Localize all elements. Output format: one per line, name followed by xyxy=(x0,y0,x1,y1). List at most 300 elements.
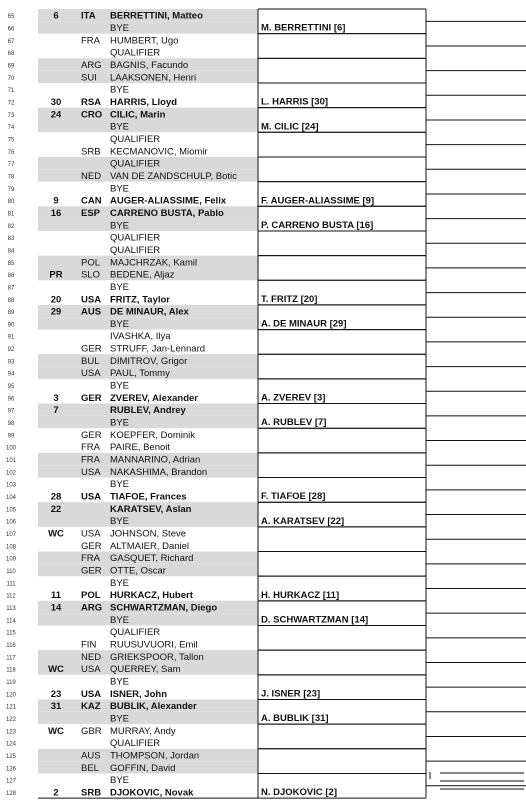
seed-label: 31 xyxy=(50,701,62,713)
round2-slot xyxy=(258,453,426,478)
seed-label: PR xyxy=(49,269,63,281)
draw-line-100 xyxy=(6,442,170,453)
player-name: BYE xyxy=(110,121,130,133)
round3-connector xyxy=(426,662,526,687)
country-code: ITA xyxy=(81,10,96,22)
draw-position-number: 99 xyxy=(7,433,15,440)
player-name: MAJCHRZAK, Kamil xyxy=(110,257,198,269)
country-code: USA xyxy=(81,664,101,676)
draw-position-number: 67 xyxy=(7,38,15,45)
round2-slot xyxy=(258,256,426,281)
round2-slot xyxy=(258,9,426,34)
country-code: USA xyxy=(81,528,101,540)
draw-position-number: 91 xyxy=(7,334,15,341)
draw-line-111 xyxy=(6,578,129,589)
round3-connector xyxy=(426,268,526,293)
draw-position-number: 112 xyxy=(6,593,16,600)
draw-position-number: 65 xyxy=(7,14,15,21)
country-code: BEL xyxy=(81,762,99,774)
player-name: KARATSEV, Aslan xyxy=(110,503,192,515)
player-name: BYE xyxy=(110,614,130,626)
draw-position-number: 116 xyxy=(6,642,16,649)
round2-player: A. RUBLEV [7] xyxy=(261,417,327,429)
row-shade xyxy=(38,416,258,428)
draw-line-109 xyxy=(6,553,193,564)
draw-position-number: 88 xyxy=(7,297,15,304)
player-name: MANNARINO, Adrian xyxy=(110,454,201,466)
player-name: VAN DE ZANDSCHULP, Botic xyxy=(110,170,237,182)
round2-player: F. TIAFOE [28] xyxy=(261,491,326,503)
draw-position-number: 93 xyxy=(7,359,15,366)
draw-position-number: 126 xyxy=(5,766,17,773)
draw-line-113 xyxy=(6,603,217,614)
draw-line-99 xyxy=(8,430,196,441)
player-name: DIMITROV, Grigor xyxy=(110,355,188,367)
draw-position-number: 97 xyxy=(7,408,15,415)
draw-position-number: 117 xyxy=(6,655,16,662)
round3-connector xyxy=(426,120,526,145)
player-name: BYE xyxy=(110,479,130,491)
country-code: USA xyxy=(81,368,101,380)
draw-line-91 xyxy=(8,331,172,342)
player-name: GASQUET, Richard xyxy=(110,553,194,565)
draw-position-number: 128 xyxy=(5,790,17,797)
draw-line-93 xyxy=(8,356,188,367)
draw-line-128 xyxy=(6,787,194,798)
player-name: BYE xyxy=(110,281,130,293)
player-name: JOHNSON, Steve xyxy=(110,528,187,540)
player-name: HARRIS, Lloyd xyxy=(110,96,178,108)
country-code: GER xyxy=(81,343,102,355)
country-code: AUS xyxy=(81,750,101,762)
country-code: GER xyxy=(81,540,102,552)
country-code: GBR xyxy=(81,725,102,737)
player-name: FRITZ, Taylor xyxy=(110,294,170,306)
draw-position-number: 109 xyxy=(5,556,17,563)
player-name: STRUFF, Jan-Lennard xyxy=(110,343,206,355)
draw-line-84 xyxy=(8,245,161,256)
player-name: BYE xyxy=(110,380,130,392)
draw-line-89 xyxy=(8,307,190,318)
round3-connector xyxy=(426,21,526,46)
round2-slot xyxy=(258,650,426,675)
draw-position-number: 100 xyxy=(5,445,17,452)
country-code: FRA xyxy=(81,454,100,466)
draw-position-number: 81 xyxy=(7,211,15,218)
draw-line-80 xyxy=(8,196,227,207)
seed-label: WC xyxy=(48,664,64,676)
country-code: POL xyxy=(81,590,101,602)
draw-position-number: 69 xyxy=(7,63,15,70)
draw-line-71 xyxy=(8,85,129,96)
round2-player: T. FRITZ [20] xyxy=(261,293,318,305)
player-name: OTTE, Oscar xyxy=(110,565,166,577)
player-name: QUALIFIER xyxy=(110,244,161,256)
draw-line-68 xyxy=(8,48,161,59)
player-name: IVASHKA, Ilya xyxy=(110,331,171,343)
round3-connector xyxy=(426,71,526,96)
draw-position-number: 89 xyxy=(7,310,15,317)
draw-line-116 xyxy=(6,639,197,650)
draw-position-number: 105 xyxy=(5,507,17,514)
draw-line-96 xyxy=(8,393,199,404)
country-code: SRB xyxy=(81,787,102,799)
draw-line-67 xyxy=(8,35,179,46)
round2-player: H. HURKACZ [11] xyxy=(261,589,340,601)
seed-label: 3 xyxy=(53,392,59,404)
draw-position-number: 124 xyxy=(5,741,17,748)
row-shade xyxy=(38,21,258,33)
round3-connector xyxy=(426,613,526,638)
seed-label: 29 xyxy=(50,306,62,318)
draw-position-number: 101 xyxy=(5,458,17,465)
seed-label: 24 xyxy=(50,109,62,121)
country-code: FRA xyxy=(81,442,100,454)
player-name: BYE xyxy=(110,417,130,429)
round-two-names xyxy=(258,9,426,798)
country-code: USA xyxy=(81,466,101,478)
player-name: CARRENO BUSTA, Pablo xyxy=(110,207,224,219)
draw-position-number: 103 xyxy=(5,482,17,489)
round3-connector xyxy=(426,712,526,737)
draw-position-number: 98 xyxy=(7,421,15,428)
player-name: ZVEREV, Alexander xyxy=(110,392,199,404)
seed-label: 7 xyxy=(53,405,59,417)
country-code: GER xyxy=(81,392,102,404)
draw-line-104 xyxy=(6,492,187,503)
player-name: BYE xyxy=(110,318,130,330)
draw-position-number: 71 xyxy=(7,88,15,95)
country-code: BUL xyxy=(81,355,100,367)
draw-line-103 xyxy=(6,479,129,490)
draw-position-number: 66 xyxy=(7,26,15,33)
player-name: BYE xyxy=(110,775,130,787)
draw-line-79 xyxy=(8,183,129,194)
round2-player: N. DJOKOVIC [2] xyxy=(261,787,338,799)
round3-connector xyxy=(426,169,526,194)
draw-line-123 xyxy=(6,726,176,737)
draw-position-number: 108 xyxy=(5,544,17,551)
country-code: GER xyxy=(81,565,102,577)
round2-player: M. BERRETTINI [6] xyxy=(261,22,346,34)
round2-player: L. HARRIS [30] xyxy=(261,96,329,108)
round2-slot xyxy=(258,699,426,724)
country-code: SUI xyxy=(81,72,97,84)
round2-player: J. ISNER [23] xyxy=(261,688,321,700)
country-code: SRB xyxy=(81,146,101,158)
draw-line-86 xyxy=(8,270,175,281)
draw-position-number: 77 xyxy=(7,162,15,169)
draw-line-87 xyxy=(8,282,129,293)
round2-slot xyxy=(258,773,426,798)
round2-slot xyxy=(258,478,426,503)
player-name: THOMPSON, Jordan xyxy=(110,750,200,762)
player-name: NAKASHIMA, Brandon xyxy=(110,466,208,478)
player-name: QUALIFIER xyxy=(110,738,161,750)
country-code: NED xyxy=(81,651,102,663)
round2-slot xyxy=(258,58,426,83)
draw-line-115 xyxy=(6,627,160,638)
seed-label: 16 xyxy=(50,207,62,219)
player-name: BAGNIS, Facundo xyxy=(110,59,189,71)
seed-label: 22 xyxy=(50,503,62,515)
seed-label: 14 xyxy=(50,602,62,614)
country-code: AUS xyxy=(81,306,102,318)
draw-position-number: 120 xyxy=(5,692,17,699)
draw-position-number: 104 xyxy=(5,495,17,502)
player-name: DE MINAUR, Alex xyxy=(110,306,189,318)
country-code: NED xyxy=(81,170,102,182)
round3-connector xyxy=(426,317,526,342)
country-code: KAZ xyxy=(81,701,101,713)
round2-player: A. BUBLIK [31] xyxy=(261,713,329,725)
round2-slot xyxy=(258,527,426,552)
round2-player: F. AUGER-ALIASSIME [9] xyxy=(261,195,375,207)
draw-position-number: 102 xyxy=(5,470,17,477)
player-name: BYE xyxy=(110,577,130,589)
player-name: PAIRE, Benoit xyxy=(110,442,171,454)
player-name: RUUSUVUORI, Emil xyxy=(110,639,198,651)
player-name: BEDENE, Aljaz xyxy=(110,269,175,281)
draw-line-76 xyxy=(8,146,208,157)
country-code: CAN xyxy=(81,195,102,207)
player-name: QUALIFIER xyxy=(110,47,161,59)
player-name: HURKACZ, Hubert xyxy=(110,590,193,602)
draw-position-number: 79 xyxy=(7,186,15,193)
player-name: KECMANOVIC, Miomir xyxy=(110,146,208,158)
seed-label: 30 xyxy=(50,96,62,108)
draw-position-number: 127 xyxy=(5,778,17,785)
draw-position-number: 111 xyxy=(6,581,16,588)
draw-position-number: 110 xyxy=(6,569,16,576)
draw-line-75 xyxy=(8,134,161,145)
draw-position-number: 122 xyxy=(5,716,17,723)
round2-player: A. KARATSEV [22] xyxy=(261,515,345,527)
round2-slot xyxy=(258,675,426,700)
draw-line-83 xyxy=(8,233,161,244)
draw-line-112 xyxy=(6,590,193,601)
seed-label: WC xyxy=(48,528,64,540)
draw-line-108 xyxy=(6,541,189,552)
draw-position-number: 113 xyxy=(6,606,16,613)
round2-slot xyxy=(258,404,426,429)
draw-position-number: 86 xyxy=(7,273,15,280)
round2-slot xyxy=(258,132,426,157)
round3-connector xyxy=(426,416,526,441)
draw-line-107 xyxy=(6,529,186,540)
round2-slot xyxy=(258,34,426,59)
draw-line-127 xyxy=(6,775,129,786)
player-name: GRIEKSPOOR, Tallon xyxy=(110,651,204,663)
draw-line-92 xyxy=(8,344,205,355)
draw-position-number: 70 xyxy=(7,75,15,82)
draw-position-number: 76 xyxy=(7,149,15,156)
draw-position-number: 84 xyxy=(7,248,15,255)
draw-position-number: 94 xyxy=(7,371,15,378)
draw-position-number: 80 xyxy=(7,199,15,206)
draw-position-number: 92 xyxy=(7,347,15,354)
page-corner-mark xyxy=(430,772,524,789)
player-name: KOEPFER, Dominik xyxy=(110,429,195,441)
row-shade xyxy=(38,613,258,625)
row-shade xyxy=(38,515,258,527)
round2-player: P. CARRENO BUSTA [16] xyxy=(261,219,374,231)
seed-label: WC xyxy=(48,725,64,737)
player-name: GOFFIN, David xyxy=(110,762,176,774)
seed-label: 20 xyxy=(50,294,62,306)
player-name: BYE xyxy=(110,676,130,688)
draw-line-124 xyxy=(6,738,160,749)
round3-connector xyxy=(426,515,526,540)
country-code: ARG xyxy=(81,602,103,614)
player-name: QUALIFIER xyxy=(110,133,161,145)
draw-position-number: 95 xyxy=(7,384,15,391)
player-name: BYE xyxy=(110,220,130,232)
round2-slot xyxy=(258,108,426,133)
round2-slot xyxy=(258,330,426,355)
draw-line-120 xyxy=(6,689,167,700)
round2-slot xyxy=(258,83,426,108)
row-shade xyxy=(38,120,258,132)
round2-slot xyxy=(258,379,426,404)
seed-label: 11 xyxy=(50,590,62,602)
draw-position-number: 82 xyxy=(7,223,15,230)
round2-slot xyxy=(258,626,426,651)
round3-connector xyxy=(426,219,526,244)
draw-line-88 xyxy=(8,294,171,305)
country-code: FRA xyxy=(81,553,100,565)
draw-position-number: 75 xyxy=(7,137,15,144)
round2-player: D. SCHWARTZMAN [14] xyxy=(261,614,369,626)
player-name: BERRETTINI, Matteo xyxy=(110,10,203,22)
draw-line-95 xyxy=(8,381,129,392)
draw-position-number: 118 xyxy=(6,667,16,674)
country-code: SLO xyxy=(81,269,101,281)
draw-position-number: 90 xyxy=(7,322,15,329)
player-name: BYE xyxy=(110,516,130,528)
draw-line-94 xyxy=(8,368,170,379)
draw-line-73 xyxy=(8,109,166,120)
player-name: CILIC, Marin xyxy=(110,109,166,121)
country-code: FIN xyxy=(81,639,97,651)
player-name: MURRAY, Andy xyxy=(110,725,176,737)
country-code: ESP xyxy=(81,207,101,219)
player-name: TIAFOE, Frances xyxy=(110,491,187,503)
country-code: USA xyxy=(81,294,102,306)
draw-position-number: 119 xyxy=(6,679,16,686)
round2-slot xyxy=(258,354,426,379)
player-name: ALTMAIER, Daniel xyxy=(110,540,190,552)
player-name: HUMBERT, Ugo xyxy=(110,35,179,47)
round2-slot xyxy=(258,724,426,749)
draw-position-number: 68 xyxy=(7,51,15,58)
player-name: BYE xyxy=(110,22,130,34)
player-name: BYE xyxy=(110,713,130,725)
seed-label: 6 xyxy=(53,10,59,22)
player-name: QUALIFIER xyxy=(110,627,161,639)
player-name: QUALIFIER xyxy=(110,232,161,244)
round2-slot xyxy=(258,157,426,182)
round3-connector xyxy=(426,465,526,490)
country-code: POL xyxy=(81,257,101,269)
round2-slot xyxy=(258,552,426,577)
draw-position-number: 83 xyxy=(7,236,15,243)
draw-position-number: 115 xyxy=(6,630,16,637)
draw-position-number: 123 xyxy=(5,729,17,736)
country-code: USA xyxy=(81,688,102,700)
seed-label: 9 xyxy=(53,195,59,207)
seed-label: 23 xyxy=(50,688,62,700)
seed-label: 2 xyxy=(53,787,59,799)
player-name: BYE xyxy=(110,84,130,96)
country-code: RSA xyxy=(81,96,102,108)
draw-line-110 xyxy=(6,566,166,577)
draw-line-118 xyxy=(6,664,180,675)
country-code: CRO xyxy=(81,109,103,121)
draw-position-number: 85 xyxy=(7,260,15,267)
round2-slot xyxy=(258,749,426,774)
draw-position-number: 96 xyxy=(7,396,15,403)
player-name: RUBLEV, Andrey xyxy=(110,405,186,417)
row-shade xyxy=(38,317,258,329)
draw-position-number: 78 xyxy=(7,174,15,181)
country-code: USA xyxy=(81,491,102,503)
draw-position-number: 121 xyxy=(5,704,17,711)
round2-slot xyxy=(258,305,426,330)
round2-slot xyxy=(258,280,426,305)
draw-position-number: 74 xyxy=(7,125,15,132)
round2-slot xyxy=(258,502,426,527)
round2-slot xyxy=(258,576,426,601)
draw-position-number: 107 xyxy=(5,532,17,539)
round2-slot xyxy=(258,601,426,626)
seed-label: 28 xyxy=(50,491,62,503)
player-name: DJOKOVIC, Novak xyxy=(110,787,194,799)
player-name: QUERREY, Sam xyxy=(110,664,181,676)
round2-slot xyxy=(258,231,426,256)
draw-line-126 xyxy=(6,763,175,774)
round3-connector xyxy=(426,367,526,392)
round3-connector xyxy=(426,564,526,589)
draw-position-number: 114 xyxy=(6,618,16,625)
draw-line-119 xyxy=(6,676,129,687)
round2-slot xyxy=(258,206,426,231)
draw-line-72 xyxy=(8,97,178,108)
round2-player: A. ZVEREV [3] xyxy=(261,392,326,404)
country-code: ARG xyxy=(81,59,102,71)
row-shade xyxy=(38,712,258,724)
player-name: BUBLIK, Alexander xyxy=(110,701,197,713)
draw-position-number: 125 xyxy=(5,753,17,760)
player-name: SCHWARTZMAN, Diego xyxy=(110,602,218,614)
draw-position-number: 87 xyxy=(7,285,15,292)
player-name: QUALIFIER xyxy=(110,158,161,170)
round2-player: M. CILIC [24] xyxy=(261,121,319,133)
draw-position-number: 72 xyxy=(7,100,15,107)
draw-position-number: 73 xyxy=(7,112,15,119)
player-name: LAAKSONEN, Henri xyxy=(110,72,197,84)
draw-line-69 xyxy=(8,60,189,71)
country-code: FRA xyxy=(81,35,100,47)
player-name: AUGER-ALIASSIME, Felix xyxy=(110,195,227,207)
draw-position-number: 106 xyxy=(5,519,17,526)
round2-slot xyxy=(258,428,426,453)
country-code: GER xyxy=(81,429,102,441)
player-name: PAUL, Tommy xyxy=(110,368,170,380)
player-name: ISNER, John xyxy=(110,688,168,700)
row-shade xyxy=(38,219,258,231)
round2-player: A. DE MINAUR [29] xyxy=(261,318,347,330)
